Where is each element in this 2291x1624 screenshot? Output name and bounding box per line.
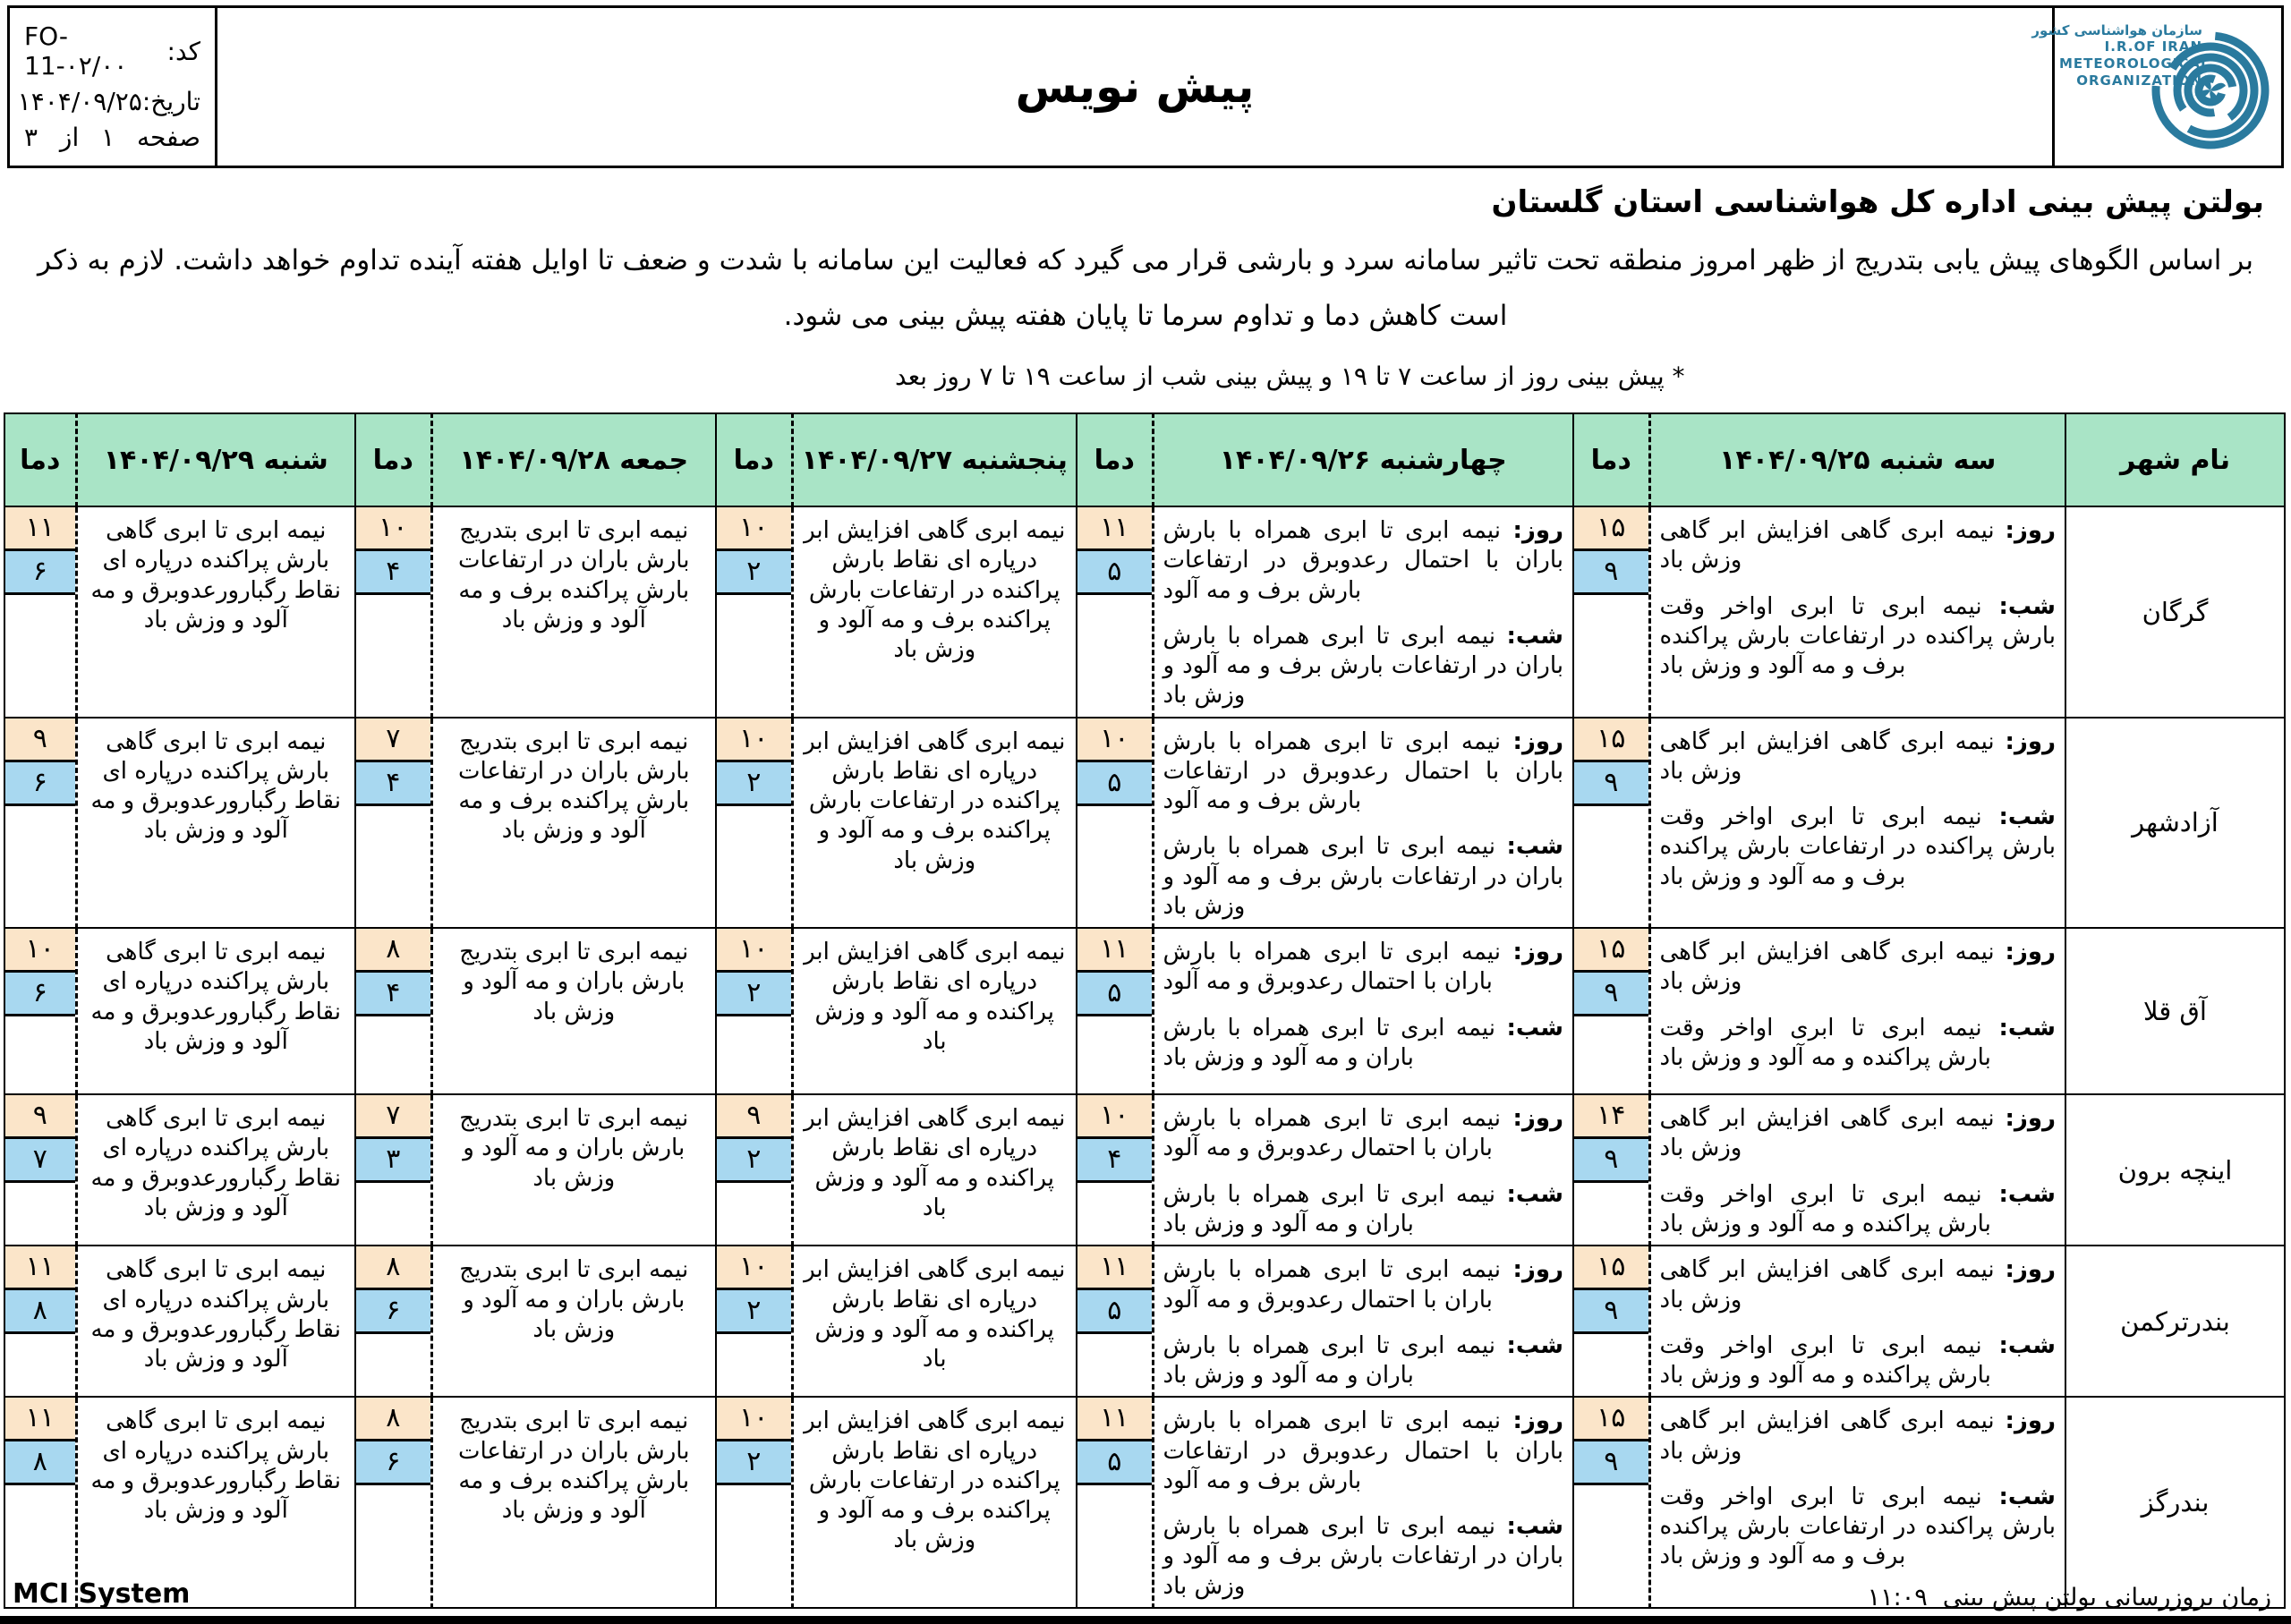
temp-low: ۴ <box>356 762 430 806</box>
temp-high: ۱۱ <box>1077 929 1152 973</box>
temp-low: ۹ <box>1574 551 1648 595</box>
day-header-thursday: پنجشنبه ۱۴۰۴/۰۹/۲۷ <box>792 413 1077 506</box>
night-label: شب: <box>1998 803 2056 831</box>
temp-cell-tuesday <box>1573 506 1649 718</box>
meta-date-row <box>17 86 200 116</box>
day-forecast-text: نیمه ابری تا ابری همراه با بارش باران با احتمال رعدوبرق و مه آلود <box>1163 939 1501 996</box>
day-header-tuesday: سه شنبه ۱۴۰۴/۰۹/۲۵ <box>1649 413 2065 506</box>
temp-low: ۹ <box>1574 1441 1648 1485</box>
temp-cell-tuesday <box>1573 1246 1649 1397</box>
day-label: روز: <box>2005 939 2057 966</box>
temp-low: ۹ <box>1574 762 1648 806</box>
night-label: شب: <box>1506 1180 1563 1208</box>
night-forecast <box>1163 1180 1564 1240</box>
day-header-friday: جمعه ۱۴۰۴/۰۹/۲۸ <box>431 413 716 506</box>
temp-cell-saturday <box>4 1397 76 1608</box>
forecast-text: نیمه ابری تا ابری بتدریج بارش باران و مه آلود و وزش باد <box>459 1105 689 1192</box>
forecast-text: نیمه ابری گاهی افزایش ابر درپاره ای نقاط بارش پراکنده در ارتفاعات بارش پراکنده برف و مه آلود و وزش باد <box>804 1407 1066 1554</box>
forecast-text: نیمه ابری تا ابری گاهی بارش پراکنده درپاره ای نقاط رگبارورعدوبرق و مه آلود و وزش باد <box>90 1407 341 1525</box>
forecast-text: نیمه ابری گاهی افزایش ابر درپاره ای نقاط بارش پراکنده و مه آلود و وزش باد <box>804 939 1066 1055</box>
night-label: شب: <box>1506 833 1563 861</box>
night-forecast-text: نیمه ابری تا ابری همراه با بارش باران و مه آلود و وزش باد <box>1163 1014 1495 1071</box>
forecast-cell-wednesday <box>1153 1094 1573 1246</box>
night-forecast <box>1660 592 2057 682</box>
day-label: روز: <box>1512 1256 1563 1284</box>
temp-cell-friday <box>355 1397 431 1608</box>
temp-cell-wednesday <box>1077 506 1153 718</box>
temp-cell-tuesday <box>1573 1397 1649 1608</box>
page-current: ۱ <box>101 122 115 152</box>
temp-high: ۱۰ <box>717 929 791 973</box>
temp-high: ۱۱ <box>5 1398 75 1441</box>
bottom-border-bar <box>0 1616 2291 1624</box>
forecast-table-header <box>4 413 2285 506</box>
temp-cell-friday <box>355 506 431 718</box>
temp-low: ۵ <box>1077 1290 1152 1334</box>
temp-high: ۷ <box>356 718 430 762</box>
temp-cell-thursday <box>716 1094 792 1246</box>
temp-column-header: دما <box>4 413 76 506</box>
day-label: روز: <box>2005 517 2057 544</box>
city-name: بندرگز <box>2065 1397 2285 1608</box>
temp-cell-wednesday <box>1077 718 1153 929</box>
temp-low: ۳ <box>356 1139 430 1183</box>
update-time-label: زمان بروزرسانی بولتن پیش بینی <box>1942 1584 2271 1611</box>
temp-cell-friday <box>355 1094 431 1246</box>
forecast-text: نیمه ابری تا ابری گاهی بارش پراکنده درپاره ای نقاط رگبارورعدوبرق و مه آلود و وزش باد <box>90 517 341 633</box>
night-label: شب: <box>1998 1483 2056 1510</box>
day-label: روز: <box>1512 1407 1563 1435</box>
day-label: روز: <box>2005 1105 2057 1133</box>
forecast-text: نیمه ابری تا ابری گاهی بارش پراکنده درپاره ای نقاط رگبارورعدوبرق و مه آلود و وزش باد <box>90 1256 341 1373</box>
temp-high: ۱۰ <box>1077 718 1152 762</box>
forecast-cell-friday <box>431 1246 716 1397</box>
temp-low: ۶ <box>5 973 75 1016</box>
temp-low: ۴ <box>356 551 430 595</box>
temp-low: ۶ <box>356 1290 430 1334</box>
code-value: FO-11-۰۲/۰۰ <box>24 21 128 81</box>
forecast-text: نیمه ابری تا ابری بتدریج بارش باران و مه آلود و وزش باد <box>459 939 689 1025</box>
page-total: ۳ <box>24 122 38 152</box>
day-forecast <box>1163 727 1564 817</box>
meta-page-row <box>24 123 200 152</box>
forecast-cell-thursday <box>792 718 1077 929</box>
temp-cell-thursday <box>716 928 792 1094</box>
temp-cell-thursday <box>716 718 792 929</box>
day-label: روز: <box>2005 727 2057 755</box>
city-name: آزادشهر <box>2065 718 2285 929</box>
day-label: روز: <box>1512 727 1563 755</box>
bulletin-title: بولتن پیش بینی اداره کل هواشناسی استان گلستان <box>1491 184 2264 220</box>
day-label: روز: <box>1512 517 1563 544</box>
temp-cell-saturday <box>4 1094 76 1246</box>
temp-low: ۲ <box>717 762 791 806</box>
day-label: روز: <box>1512 939 1563 966</box>
forecast-text: نیمه ابری گاهی افزایش ابر درپاره ای نقاط بارش پراکنده و مه آلود و وزش باد <box>804 1105 1066 1221</box>
forecast-hours-note: * پیش بینی روز از ساعت ۷ تا ۱۹ و پیش بینی شب از ساعت ۱۹ تا ۷ روز بعد <box>895 361 1685 391</box>
temp-high: ۱۰ <box>5 929 75 973</box>
temp-cell-wednesday <box>1077 1246 1153 1397</box>
temp-low: ۲ <box>717 1139 791 1183</box>
day-forecast <box>1163 1255 1564 1315</box>
table-row <box>4 1094 2285 1246</box>
day-forecast <box>1163 1407 1564 1496</box>
temp-low: ۸ <box>5 1441 75 1485</box>
forecast-cell-friday <box>431 1397 716 1608</box>
night-label: شب: <box>1506 622 1563 650</box>
temp-cell-saturday <box>4 506 76 718</box>
day-forecast <box>1660 516 2057 576</box>
table-row <box>4 928 2285 1094</box>
document-meta <box>10 8 217 166</box>
temp-low: ۸ <box>5 1290 75 1334</box>
temp-cell-friday <box>355 1246 431 1397</box>
temp-high: ۱۵ <box>1574 929 1648 973</box>
day-forecast-text: نیمه ابری تا ابری همراه با بارش باران با احتمال رعدوبرق در ارتفاعات بارش برف و مه آلود <box>1163 1407 1563 1494</box>
temp-high: ۱۰ <box>356 507 430 551</box>
night-label: شب: <box>1506 1014 1563 1042</box>
forecast-text: نیمه ابری تا ابری بتدریج بارش باران در ارتفاعات بارش پراکنده برف و مه آلود و وزش باد <box>458 1407 690 1525</box>
day-forecast-text: نیمه ابری گاهی افزایش ابر گاهی وزش باد <box>1659 727 1995 785</box>
temp-high: ۱۰ <box>717 1398 791 1441</box>
org-name-fa: سازمان هواشناسی کشور <box>2031 22 2202 38</box>
day-forecast-text: نیمه ابری گاهی افزایش ابر گاهی وزش باد <box>1659 517 1995 574</box>
table-row <box>4 718 2285 929</box>
temp-low: ۵ <box>1077 551 1152 595</box>
forecast-cell-friday <box>431 1094 716 1246</box>
temp-cell-tuesday <box>1573 1094 1649 1246</box>
day-forecast-text: نیمه ابری تا ابری همراه با بارش باران با احتمال رعدوبرق و مه آلود <box>1163 1256 1501 1314</box>
temp-low: ۶ <box>5 762 75 806</box>
temp-low: ۲ <box>717 1441 791 1485</box>
forecast-cell-thursday <box>792 1246 1077 1397</box>
forecast-cell-wednesday <box>1153 1246 1573 1397</box>
temp-column-header: دما <box>716 413 792 506</box>
forecast-cell-saturday <box>76 1246 355 1397</box>
temp-low: ۵ <box>1077 973 1152 1016</box>
night-forecast <box>1163 1512 1564 1602</box>
update-time-value: ۱۱:۰۹ <box>1867 1584 1928 1611</box>
day-forecast-text: نیمه ابری تا ابری همراه با بارش باران با احتمال رعدوبرق در ارتفاعات بارش برف و مه آلود <box>1163 517 1563 604</box>
date-label: تاریخ: <box>141 86 200 116</box>
bulletin-summary: بر اساس الگوهای پیش یابی بتدریج از ظهر امروز منطقه تحت تاثیر سامانه سرد و بارشی قرار می گیرد که فعالیت این سامانه با شدت و ضعف تا اوایل هفته آینده تداوم خواهد داشت. لازم به ذکر است کاهش دما و تداوم سرما تا پایان هفته پیش بینی می شود. <box>37 244 2253 332</box>
night-label: شب: <box>1506 1513 1563 1541</box>
temp-high: ۱۰ <box>717 1246 791 1290</box>
night-forecast <box>1163 832 1564 922</box>
day-header-wednesday: چهارشنبه ۱۴۰۴/۰۹/۲۶ <box>1153 413 1573 506</box>
table-row <box>4 1246 2285 1397</box>
night-forecast <box>1163 1014 1564 1074</box>
night-label: شب: <box>1998 1014 2056 1042</box>
temp-low: ۶ <box>356 1441 430 1485</box>
city-name: گرگان <box>2065 506 2285 718</box>
forecast-cell-thursday <box>792 928 1077 1094</box>
footer-system-name: MCI System <box>13 1578 191 1610</box>
temp-cell-friday <box>355 928 431 1094</box>
temp-cell-wednesday <box>1077 1397 1153 1608</box>
forecast-cell-thursday <box>792 1397 1077 1608</box>
night-label: شب: <box>1998 1180 2056 1208</box>
temp-low: ۴ <box>356 973 430 1016</box>
temp-low: ۶ <box>5 551 75 595</box>
day-forecast-text: نیمه ابری گاهی افزایش ابر گاهی وزش باد <box>1659 1256 1995 1314</box>
night-forecast <box>1660 1180 2057 1240</box>
forecast-cell-saturday <box>76 928 355 1094</box>
organization-logo <box>2031 8 2281 166</box>
forecast-text: نیمه ابری تا ابری گاهی بارش پراکنده درپاره ای نقاط رگبارورعدوبرق و مه آلود و وزش باد <box>90 727 341 845</box>
draft-title: پیش نویس <box>1015 61 1255 113</box>
temp-low: ۹ <box>1574 1290 1648 1334</box>
forecast-cell-tuesday <box>1649 928 2065 1094</box>
forecast-text: نیمه ابری تا ابری گاهی بارش پراکنده درپاره ای نقاط رگبارورعدوبرق و مه آلود و وزش باد <box>90 939 341 1055</box>
night-forecast-text: نیمه ابری تا ابری اواخر وقت بارش پراکنده در ارتفاعات بارش پراکنده برف و مه آلود و وزش باد <box>1659 803 2056 890</box>
temp-high: ۱۵ <box>1574 1398 1648 1441</box>
night-forecast <box>1660 803 2057 892</box>
temp-high: ۸ <box>356 1246 430 1290</box>
city-name: بندرترکمن <box>2065 1246 2285 1397</box>
night-forecast <box>1660 1483 2057 1572</box>
footer-update-time <box>1868 1584 2271 1611</box>
forecast-cell-wednesday <box>1153 506 1573 718</box>
document-header <box>7 5 2284 168</box>
temp-low: ۵ <box>1077 1441 1152 1485</box>
forecast-cell-tuesday <box>1649 1094 2065 1246</box>
page-of-label: از <box>59 122 80 152</box>
night-label: شب: <box>1998 592 2056 620</box>
table-row <box>4 506 2285 718</box>
night-forecast-text: نیمه ابری تا ابری اواخر وقت بارش پراکنده در ارتفاعات بارش پراکنده برف و مه آلود و وزش باد <box>1659 1483 2056 1570</box>
temp-low: ۹ <box>1574 1139 1648 1183</box>
night-forecast <box>1660 1014 2057 1074</box>
day-header-saturday: شنبه ۱۴۰۴/۰۹/۲۹ <box>76 413 355 506</box>
temp-cell-tuesday <box>1573 718 1649 929</box>
temp-cell-thursday <box>716 506 792 718</box>
temp-high: ۱۱ <box>1077 507 1152 551</box>
meta-code-row <box>24 21 200 81</box>
forecast-cell-wednesday <box>1153 1397 1573 1608</box>
night-forecast-text: نیمه ابری تا ابری همراه با بارش باران و مه آلود و وزش باد <box>1163 1180 1495 1237</box>
night-label: شب: <box>1998 1331 2056 1359</box>
day-forecast-text: نیمه ابری گاهی افزایش ابر گاهی وزش باد <box>1659 939 1995 996</box>
forecast-cell-saturday <box>76 1094 355 1246</box>
forecast-table-body <box>4 506 2285 1608</box>
temp-low: ۲ <box>717 973 791 1016</box>
temp-high: ۱۵ <box>1574 507 1648 551</box>
day-forecast <box>1660 1104 2057 1164</box>
code-label: کد: <box>166 36 200 66</box>
day-forecast-text: نیمه ابری گاهی افزایش ابر گاهی وزش باد <box>1659 1407 1995 1465</box>
temp-cell-wednesday <box>1077 928 1153 1094</box>
forecast-text: نیمه ابری گاهی افزایش ابر درپاره ای نقاط بارش پراکنده در ارتفاعات بارش پراکنده برف و مه آلود و وزش باد <box>804 727 1066 874</box>
forecast-cell-saturday <box>76 506 355 718</box>
day-label: روز: <box>2005 1256 2057 1284</box>
temp-cell-saturday <box>4 928 76 1094</box>
city-name: اینچه برون <box>2065 1094 2285 1246</box>
night-forecast-text: نیمه ابری تا ابری همراه با بارش باران در ارتفاعات بارش برف و مه آلود و وزش باد <box>1163 622 1563 710</box>
temp-low: ۲ <box>717 551 791 595</box>
temp-high: ۱۰ <box>1077 1095 1152 1139</box>
temp-high: ۹ <box>5 1095 75 1139</box>
night-forecast-text: نیمه ابری تا ابری اواخر وقت بارش پراکنده و مه آلود و وزش باد <box>1659 1014 1991 1071</box>
temp-high: ۱۰ <box>717 507 791 551</box>
day-forecast-text: نیمه ابری گاهی افزایش ابر گاهی وزش باد <box>1659 1105 1995 1162</box>
day-label: روز: <box>1512 1105 1563 1133</box>
temp-high: ۱۰ <box>717 718 791 762</box>
day-forecast <box>1660 1255 2057 1315</box>
night-forecast <box>1163 622 1564 711</box>
temp-cell-tuesday <box>1573 928 1649 1094</box>
forecast-text: نیمه ابری تا ابری گاهی بارش پراکنده درپاره ای نقاط رگبارورعدوبرق و مه آلود و وزش باد <box>90 1105 341 1221</box>
met-org-spiral-icon <box>2141 21 2275 155</box>
night-forecast-text: نیمه ابری تا ابری همراه با بارش باران در ارتفاعات بارش برف و مه آلود و وزش باد <box>1163 1513 1563 1600</box>
night-forecast <box>1660 1331 2057 1391</box>
forecast-text: نیمه ابری گاهی افزایش ابر درپاره ای نقاط بارش پراکنده در ارتفاعات بارش پراکنده برف و مه آلود و وزش باد <box>804 517 1066 664</box>
forecast-cell-tuesday <box>1649 1397 2065 1608</box>
night-forecast-text: نیمه ابری تا ابری اواخر وقت بارش پراکنده و مه آلود و وزش باد <box>1659 1331 1991 1390</box>
forecast-cell-thursday <box>792 1094 1077 1246</box>
forecast-table <box>4 412 2286 1609</box>
night-label: شب: <box>1506 1331 1563 1359</box>
temp-low: ۲ <box>717 1290 791 1334</box>
page-label: صفحه <box>136 122 200 152</box>
temp-high: ۱۵ <box>1574 1246 1648 1290</box>
night-forecast-text: نیمه ابری تا ابری همراه با بارش باران در ارتفاعات بارش برف و مه آلود و وزش باد <box>1163 833 1563 920</box>
night-forecast-text: نیمه ابری تا ابری اواخر وقت بارش پراکنده و مه آلود و وزش باد <box>1659 1180 1991 1237</box>
forecast-cell-wednesday <box>1153 928 1573 1094</box>
temp-high: ۷ <box>356 1095 430 1139</box>
org-name-en-line1: I.R.OF IRAN <box>2104 38 2202 55</box>
temp-high: ۱۱ <box>5 1246 75 1290</box>
temp-column-header: دما <box>1077 413 1153 506</box>
temp-cell-friday <box>355 718 431 929</box>
night-forecast-text: نیمه ابری تا ابری اواخر وقت بارش پراکنده در ارتفاعات بارش پراکنده برف و مه آلود و وزش باد <box>1659 592 2056 680</box>
temp-low: ۷ <box>5 1139 75 1183</box>
table-row <box>4 1397 2285 1608</box>
temp-low: ۵ <box>1077 762 1152 806</box>
temp-low: ۹ <box>1574 973 1648 1016</box>
day-forecast-text: نیمه ابری تا ابری همراه با بارش باران با احتمال رعدوبرق و مه آلود <box>1163 1105 1501 1162</box>
day-forecast <box>1163 938 1564 998</box>
forecast-text: نیمه ابری تا ابری بتدریج بارش باران در ارتفاعات بارش پراکنده برف و مه آلود و وزش باد <box>458 517 690 633</box>
forecast-cell-wednesday <box>1153 718 1573 929</box>
date-value: ۱۴۰۴/۰۹/۲۵ <box>17 86 142 116</box>
forecast-cell-tuesday <box>1649 718 2065 929</box>
temp-column-header: دما <box>1573 413 1649 506</box>
forecast-cell-saturday <box>76 1397 355 1608</box>
forecast-text: نیمه ابری تا ابری بتدریج بارش باران در ارتفاعات بارش پراکنده برف و مه آلود و وزش باد <box>458 727 690 845</box>
city-column-header: نام شهر <box>2065 413 2285 506</box>
day-forecast-text: نیمه ابری تا ابری همراه با بارش باران با احتمال رعدوبرق در ارتفاعات بارش برف و مه آلود <box>1163 727 1563 815</box>
forecast-cell-friday <box>431 718 716 929</box>
temp-cell-saturday <box>4 1246 76 1397</box>
forecast-cell-tuesday <box>1649 506 2065 718</box>
temp-high: ۱۱ <box>1077 1398 1152 1441</box>
temp-high: ۱۱ <box>1077 1246 1152 1290</box>
temp-column-header: دما <box>355 413 431 506</box>
org-name-en-line2: METEOROLOGICAL <box>2059 55 2210 72</box>
temp-high: ۹ <box>717 1095 791 1139</box>
night-forecast-text: نیمه ابری تا ابری همراه با بارش باران و مه آلود و وزش باد <box>1163 1331 1495 1390</box>
temp-cell-wednesday <box>1077 1094 1153 1246</box>
forecast-cell-friday <box>431 928 716 1094</box>
night-forecast <box>1163 1331 1564 1391</box>
temp-cell-saturday <box>4 718 76 929</box>
day-forecast <box>1163 1104 1564 1164</box>
temp-high: ۸ <box>356 1398 430 1441</box>
temp-high: ۹ <box>5 718 75 762</box>
temp-low: ۴ <box>1077 1139 1152 1183</box>
temp-high: ۱۴ <box>1574 1095 1648 1139</box>
forecast-cell-saturday <box>76 718 355 929</box>
temp-high: ۱۱ <box>5 507 75 551</box>
forecast-cell-friday <box>431 506 716 718</box>
temp-high: ۸ <box>356 929 430 973</box>
temp-cell-thursday <box>716 1246 792 1397</box>
forecast-text: نیمه ابری گاهی افزایش ابر درپاره ای نقاط بارش پراکنده و مه آلود و وزش باد <box>804 1256 1066 1373</box>
day-label: روز: <box>2005 1407 2057 1435</box>
forecast-text: نیمه ابری تا ابری بتدریج بارش باران و مه آلود و وزش باد <box>459 1256 689 1343</box>
org-name-en-line3: ORGANIZATION <box>2076 72 2202 89</box>
day-forecast <box>1660 938 2057 998</box>
forecast-cell-tuesday <box>1649 1246 2065 1397</box>
temp-high: ۱۵ <box>1574 718 1648 762</box>
day-forecast <box>1163 516 1564 606</box>
header-row <box>4 413 2285 506</box>
city-name: آق قلا <box>2065 928 2285 1094</box>
day-forecast <box>1660 1407 2057 1467</box>
forecast-cell-thursday <box>792 506 1077 718</box>
temp-cell-thursday <box>716 1397 792 1608</box>
day-forecast <box>1660 727 2057 787</box>
